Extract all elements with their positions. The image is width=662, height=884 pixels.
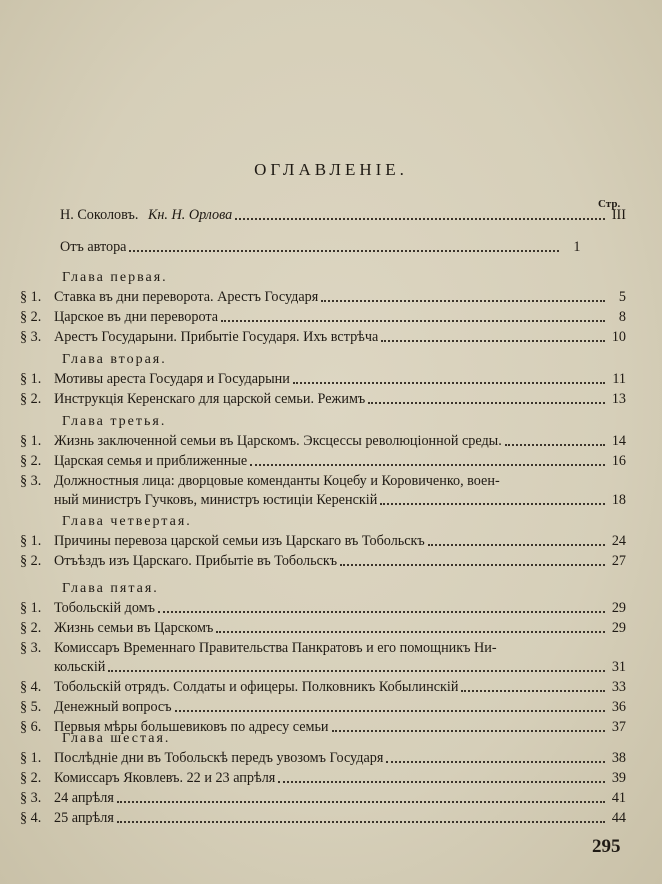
- leader-dots: [108, 670, 605, 672]
- leader-dots: [505, 444, 605, 446]
- entry-text: Жизнь заключенной семьи въ Царскомъ. Эксцессы революціонной среды.: [54, 433, 502, 449]
- foreword-title: Кн. Н. Орлова: [147, 207, 233, 223]
- toc-entry[interactable]: [20, 698, 626, 716]
- toc-entry-preface[interactable]: [20, 238, 626, 256]
- toc-entry[interactable]: [20, 769, 626, 787]
- entry-text: Мотивы ареста Государя и Государыни: [54, 371, 290, 387]
- page-ref: 29: [611, 620, 626, 636]
- section-number: § 6.: [20, 719, 42, 735]
- section-number: § 1.: [20, 600, 42, 616]
- page-ref: 33: [611, 679, 626, 695]
- section-number: § 2.: [20, 309, 42, 325]
- entry-text: Послѣдніе дни въ Тобольскѣ передъ увозомъ Государя: [54, 750, 384, 766]
- section-number: § 2.: [20, 553, 42, 569]
- chapter-heading: Глава четвертая.: [62, 514, 192, 529]
- entry-text: Денежный вопросъ: [54, 699, 172, 715]
- leader-dots: [428, 544, 605, 546]
- section-number: § 1.: [20, 289, 42, 305]
- leader-dots: [117, 821, 605, 823]
- leader-dots: [129, 250, 559, 252]
- leader-dots: [381, 340, 605, 342]
- section-number: § 2.: [20, 620, 42, 636]
- section-number: § 1.: [20, 371, 42, 387]
- page-number: 295: [592, 836, 621, 857]
- page-ref: 18: [611, 492, 626, 508]
- toc-entry[interactable]: [20, 432, 626, 450]
- toc-entry[interactable]: [20, 452, 626, 470]
- toc-entry[interactable]: [20, 789, 626, 807]
- entry-text: Отъѣздъ изъ Царскаго. Прибытіе въ Тобольскъ: [54, 553, 338, 569]
- entry-text: Царская семья и приближенные: [54, 453, 248, 469]
- leader-dots: [117, 801, 605, 803]
- page-ref: 29: [611, 600, 626, 616]
- page-ref: 41: [611, 790, 626, 806]
- chapter-heading: Глава вторая.: [62, 352, 167, 367]
- entry-text: кольскій: [54, 659, 106, 675]
- page-ref: 8: [618, 309, 626, 325]
- foreword-author: Н. Соколовъ.: [60, 207, 139, 223]
- toc-entry[interactable]: [20, 472, 626, 490]
- page-ref: III: [611, 207, 626, 223]
- section-number: § 3.: [20, 640, 42, 656]
- toc-entry-foreword[interactable]: [20, 206, 626, 224]
- page-ref: 36: [611, 699, 626, 715]
- leader-dots: [386, 761, 605, 763]
- section-number: § 1.: [20, 533, 42, 549]
- section-number: § 4.: [20, 679, 42, 695]
- leader-dots: [332, 730, 605, 732]
- section-number: § 2.: [20, 391, 42, 407]
- page-ref: 14: [611, 433, 626, 449]
- page-ref: 38: [611, 750, 626, 766]
- leader-dots: [293, 382, 605, 384]
- leader-dots: [321, 300, 605, 302]
- leader-dots: [340, 564, 605, 566]
- toc-entry[interactable]: [20, 678, 626, 696]
- toc-entry[interactable]: [20, 749, 626, 767]
- leader-dots: [368, 402, 605, 404]
- page-ref: 13: [611, 391, 626, 407]
- page-ref: 16: [611, 453, 626, 469]
- section-number: § 3.: [20, 329, 42, 345]
- entry-text: Причины перевоза царской семьи изъ Царскаго въ Тобольскъ: [54, 533, 425, 549]
- chapter-heading: Глава первая.: [62, 270, 168, 285]
- section-number: § 3.: [20, 790, 42, 806]
- page-ref: 5: [618, 289, 626, 305]
- page-ref: 24: [611, 533, 626, 549]
- entry-text: Тобольскій домъ: [54, 600, 155, 616]
- leader-dots: [216, 631, 605, 633]
- leader-dots: [175, 710, 605, 712]
- page-ref: 27: [611, 553, 626, 569]
- page-ref: 37: [611, 719, 626, 735]
- entry-text: Должностныя лица: дворцовые коменданты Коцебу и Коровиченко, воен-: [54, 473, 500, 489]
- toc-entry[interactable]: [20, 288, 626, 306]
- entry-text: Тобольскій отрядъ. Солдаты и офицеры. Полковникъ Кобылинскій: [54, 679, 459, 695]
- toc-entry[interactable]: [20, 532, 626, 550]
- section-number: § 2.: [20, 453, 42, 469]
- leader-dots: [158, 611, 605, 613]
- toc-entry[interactable]: [20, 328, 626, 346]
- leader-dots: [250, 464, 605, 466]
- toc-entry-continuation[interactable]: [20, 491, 626, 509]
- page-title: ОГЛАВЛЕНІЕ.: [254, 160, 408, 179]
- toc-entry[interactable]: [20, 809, 626, 827]
- entry-text: Комиссаръ Яковлевъ. 22 и 23 апрѣля: [54, 770, 276, 786]
- leader-dots: [235, 218, 605, 220]
- toc-entry[interactable]: [20, 370, 626, 388]
- section-number: § 3.: [20, 473, 42, 489]
- section-number: § 2.: [20, 770, 42, 786]
- section-number: § 1.: [20, 433, 42, 449]
- entry-text: Инструкція Керенскаго для царской семьи. Режимъ: [54, 391, 366, 407]
- section-number: § 5.: [20, 699, 42, 715]
- page-ref: 31: [611, 659, 626, 675]
- leader-dots: [278, 781, 605, 783]
- entry-text: 25 апрѣля: [54, 810, 114, 826]
- entry-text: Арестъ Государыни. Прибытіе Государя. Ихъ встрѣча: [54, 329, 379, 345]
- chapter-heading: Глава третья.: [62, 414, 167, 429]
- entry-text: Жизнь семьи въ Царскомъ: [54, 620, 214, 636]
- toc-entry[interactable]: [20, 308, 626, 326]
- toc-entry[interactable]: [20, 390, 626, 408]
- entry-text: Отъ автора: [60, 239, 127, 255]
- toc-entry[interactable]: [20, 639, 626, 657]
- toc-entry-continuation[interactable]: [20, 658, 626, 676]
- leader-dots: [380, 503, 605, 505]
- page-ref: 39: [611, 770, 626, 786]
- page-ref: 44: [611, 810, 626, 826]
- entry-text: Комиссаръ Временнаго Правительства Панкратовъ и его помощникъ Ни-: [54, 640, 497, 656]
- page-ref: 11: [612, 371, 626, 387]
- chapter-heading: Глава шестая.: [62, 731, 171, 746]
- entry-text: Ставка въ дни переворота. Арестъ Государя: [54, 289, 319, 305]
- leader-dots: [461, 690, 605, 692]
- chapter-heading: Глава пятая.: [62, 581, 159, 596]
- toc-entry[interactable]: [20, 552, 626, 570]
- section-number: § 4.: [20, 810, 42, 826]
- page-ref: 1: [573, 239, 581, 255]
- page-column-label: Стр.: [598, 198, 621, 210]
- entry-text: Царское въ дни переворота: [54, 309, 219, 325]
- entry-text: 24 апрѣля: [54, 790, 114, 806]
- leader-dots: [221, 320, 605, 322]
- page-ref: 10: [611, 329, 626, 345]
- section-number: § 1.: [20, 750, 42, 766]
- entry-text: ный министръ Гучковъ, министръ юстиціи Керенскій: [54, 492, 378, 508]
- entry-text: Первыя мѣры большевиковъ по адресу семьи: [54, 719, 329, 735]
- toc-entry[interactable]: [20, 619, 626, 637]
- toc-entry[interactable]: [20, 599, 626, 617]
